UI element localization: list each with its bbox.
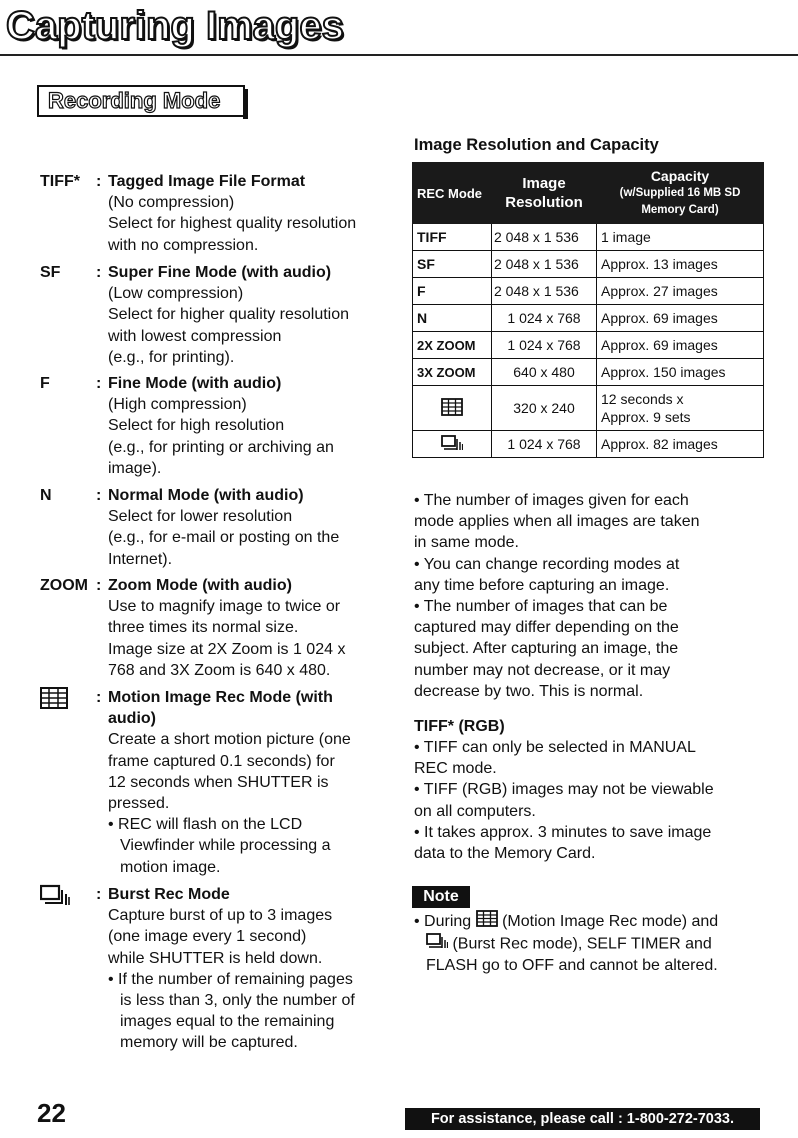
section-header-shadow <box>243 89 248 119</box>
mode-code: SF <box>40 264 61 281</box>
mode-code: N <box>40 487 52 504</box>
burst-rec-icon <box>426 933 448 955</box>
mode-code: F <box>40 375 50 392</box>
mode-heading: Fine Mode (with audio) <box>108 375 282 392</box>
tiff-rgb-heading: TIFF* (RGB) <box>414 718 505 735</box>
list-item: • TIFF (RGB) images may not be viewable on all computers. <box>414 781 714 820</box>
mode-heading: Motion Image Rec Mode (with <box>108 689 333 706</box>
table-row: 2X ZOOM 1 024 x 768 Approx. 69 images <box>413 332 764 359</box>
note-text: • During (Motion Image Rec mode) and (Burst Rec mode), SELF TIMER and FLASH go to OFF and cannot be altered. <box>414 910 784 977</box>
burst-rec-icon <box>40 884 70 912</box>
motion-image-rec-icon <box>476 910 498 933</box>
page-title: Capturing Images <box>6 4 344 48</box>
table-row: 320 x 240 12 seconds x Approx. 9 sets <box>413 386 764 431</box>
tiff-notes <box>414 737 784 864</box>
mode-heading: Normal Mode (with audio) <box>108 487 304 504</box>
burst-rec-icon <box>413 431 492 458</box>
table-row: SF 2 048 x 1 536 Approx. 13 images <box>413 251 764 278</box>
title-rule <box>0 54 798 56</box>
mode-code: TIFF* <box>40 173 80 190</box>
assistance-footer: For assistance, please call : 1-800-272-7033. <box>405 1108 760 1130</box>
header-resolution: Image Resolution <box>492 163 597 224</box>
list-item: • The number of images given for each mode applies when all images are taken in same mode. <box>414 492 700 552</box>
list-item: • You can change recording modes at any time before capturing an image. <box>414 555 680 594</box>
table-row: 1 024 x 768 Approx. 82 images <box>413 431 764 458</box>
mode-heading: Tagged Image File Format <box>108 173 306 190</box>
note-badge: Note <box>412 886 470 908</box>
mode-heading: Super Fine Mode (with audio) <box>108 264 332 281</box>
header-rec-mode: REC Mode <box>413 163 492 224</box>
motion-image-rec-icon <box>413 386 492 431</box>
mode-code: ZOOM <box>40 577 88 594</box>
list-item: • It takes approx. 3 minutes to save image data to the Memory Card. <box>414 823 712 863</box>
page-number: 22 <box>37 1098 66 1128</box>
motion-image-rec-icon <box>40 687 68 715</box>
table-row: TIFF 2 048 x 1 536 1 image <box>413 224 764 251</box>
capacity-table <box>412 162 764 458</box>
list-item: • The number of images that can be captured may differ depending on the subject. After capturing an image, the number may not decrease, or it may decrease by two. This is normal. <box>414 598 679 700</box>
table-title: Image Resolution and Capacity <box>414 136 659 154</box>
header-capacity: Capacity (w/Supplied 16 MB SD Memory Card) <box>597 163 764 224</box>
table-row: N 1 024 x 768 Approx. 69 images <box>413 305 764 332</box>
notes-section <box>414 490 784 702</box>
table-row: F 2 048 x 1 536 Approx. 27 images <box>413 278 764 305</box>
table-row: 3X ZOOM 640 x 480 Approx. 150 images <box>413 359 764 386</box>
list-item: • TIFF can only be selected in MANUAL REC mode. <box>414 739 696 778</box>
mode-heading: Zoom Mode (with audio) <box>108 577 292 594</box>
table-header-row <box>413 163 764 224</box>
section-title: Recording Mode <box>48 88 221 113</box>
mode-heading: Burst Rec Mode <box>108 886 230 903</box>
